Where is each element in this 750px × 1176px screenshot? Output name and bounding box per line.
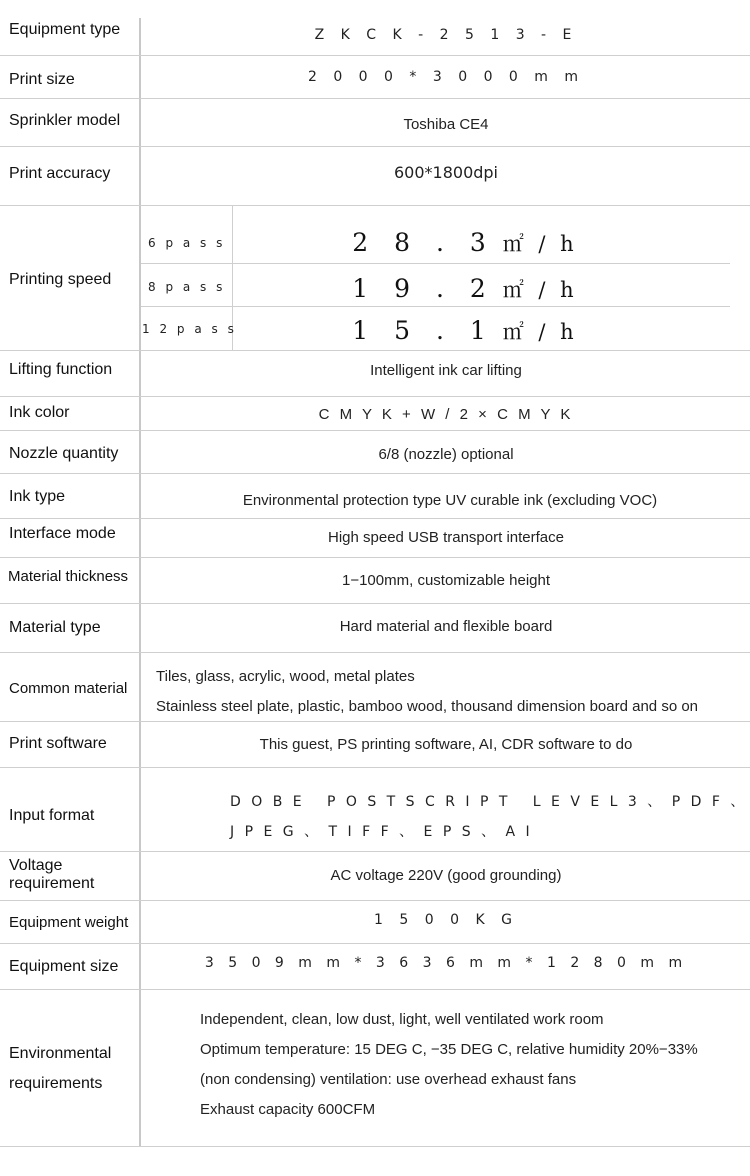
- value-equipment-size: 3 5 0 9 m m * 3 6 3 6 m m * 1 2 8 0 m m: [204, 955, 688, 971]
- speed-value-6: [235, 228, 695, 258]
- speed-pass-6: 6 p a s s: [148, 236, 226, 250]
- row-divider: [0, 473, 750, 474]
- row-divider: [0, 767, 750, 768]
- row-divider: [0, 1146, 750, 1147]
- row-divider: [0, 652, 750, 653]
- label-print-size: Print size: [9, 71, 75, 88]
- label-environmental-line-2: requirements: [9, 1075, 103, 1092]
- label-voltage-line-1: Voltage: [9, 857, 63, 874]
- value-print-size: 2 0 0 0 * 3 0 0 0 m m: [307, 69, 585, 85]
- label-ink-color: Ink color: [9, 404, 70, 421]
- speed-unit: ㎡ / h: [502, 278, 578, 302]
- row-divider: [0, 430, 750, 431]
- row-divider: [0, 350, 750, 351]
- value-environmental-line-4: Exhaust capacity 600CFM: [200, 1101, 376, 1118]
- row-divider: [0, 900, 750, 901]
- label-equipment-type: Equipment type: [9, 21, 121, 38]
- value-lifting-function: Intelligent ink car lifting: [370, 362, 522, 379]
- speed-value-12: [235, 316, 695, 346]
- value-equipment-type: Z K C K - 2 5 1 3 - E: [314, 27, 578, 43]
- value-print-accuracy: 600*1800dpi: [393, 163, 498, 182]
- speed-unit: ㎡ / h: [502, 232, 578, 256]
- speed-unit: ㎡ / h: [502, 320, 578, 344]
- row-divider: [0, 603, 750, 604]
- value-interface-mode: High speed USB transport interface: [328, 529, 564, 546]
- label-print-software: Print software: [9, 735, 107, 752]
- speed-number: 1 9 . 2: [352, 274, 495, 303]
- value-sprinkler-model: Toshiba CE4: [403, 116, 489, 133]
- row-divider: [0, 518, 750, 519]
- value-equipment-weight: 1 5 0 0 K G: [374, 912, 518, 928]
- value-environmental-line-2: Optimum temperature: 15 DEG C, −35 DEG C, relative humidity 20%−33%: [200, 1041, 698, 1058]
- value-common-material-line-2: Stainless steel plate, plastic, bamboo wood, thousand dimension board and so on: [156, 698, 699, 715]
- row-divider: [0, 205, 750, 206]
- label-interface-mode: Interface mode: [9, 525, 116, 542]
- column-divider: [139, 18, 141, 1146]
- value-environmental-line-3: (non condensing) ventilation: use overhead exhaust fans: [200, 1071, 577, 1088]
- label-voltage-line-2: requirement: [9, 875, 95, 892]
- label-ink-type: Ink type: [9, 488, 66, 505]
- speed-pass-12: 1 2 p a s s: [142, 322, 237, 336]
- row-divider: [0, 943, 750, 944]
- value-common-material-line-1: Tiles, glass, acrylic, wood, metal plates: [156, 668, 415, 685]
- row-divider: [0, 55, 750, 56]
- label-equipment-weight: Equipment weight: [9, 914, 129, 931]
- label-printing-speed: Printing speed: [9, 271, 112, 288]
- value-ink-type: Environmental protection type UV curable ink (excluding VOC): [242, 492, 658, 509]
- speed-value-8: [235, 274, 695, 304]
- speed-subrow-divider: [141, 263, 730, 264]
- row-divider: [0, 851, 750, 852]
- value-input-format-line-1: D O B E P O S T S C R I P T L E V E L 3 、 P D F 、: [230, 794, 748, 810]
- speed-number: 1 5 . 1: [352, 316, 495, 345]
- value-print-software: This guest, PS printing software, AI, CDR software to do: [259, 736, 633, 753]
- label-environmental-line-1: Environmental: [9, 1045, 112, 1062]
- value-material-thickness: 1−100mm, customizable height: [341, 572, 551, 589]
- label-print-accuracy: Print accuracy: [9, 165, 111, 182]
- value-nozzle-quantity: 6/8 (nozzle) optional: [378, 446, 514, 463]
- label-equipment-size: Equipment size: [9, 958, 119, 975]
- label-lifting-function: Lifting function: [9, 361, 113, 378]
- value-ink-color: C M Y K + W / 2 × C M Y K: [318, 406, 574, 423]
- row-divider: [0, 721, 750, 722]
- speed-pass-8: 8 p a s s: [148, 280, 226, 294]
- row-divider: [0, 146, 750, 147]
- value-input-format-line-2: J P E G 、 T I F F 、 E P S 、 A I: [230, 824, 533, 840]
- row-divider: [0, 557, 750, 558]
- label-common-material: Common material: [9, 680, 128, 697]
- speed-number: 2 8 . 3: [352, 228, 495, 257]
- label-material-thickness: Material thickness: [8, 568, 129, 585]
- row-divider: [0, 396, 750, 397]
- label-sprinkler-model: Sprinkler model: [9, 112, 121, 129]
- label-nozzle-quantity: Nozzle quantity: [9, 445, 119, 462]
- value-environmental-line-1: Independent, clean, low dust, light, well ventilated work room: [200, 1011, 604, 1028]
- label-material-type: Material type: [9, 619, 101, 636]
- value-material-type: Hard material and flexible board: [339, 618, 553, 635]
- value-voltage-requirement: AC voltage 220V (good grounding): [330, 867, 562, 884]
- row-divider: [0, 98, 750, 99]
- label-input-format: Input format: [9, 807, 95, 824]
- speed-subrow-divider: [141, 306, 730, 307]
- row-divider: [0, 989, 750, 990]
